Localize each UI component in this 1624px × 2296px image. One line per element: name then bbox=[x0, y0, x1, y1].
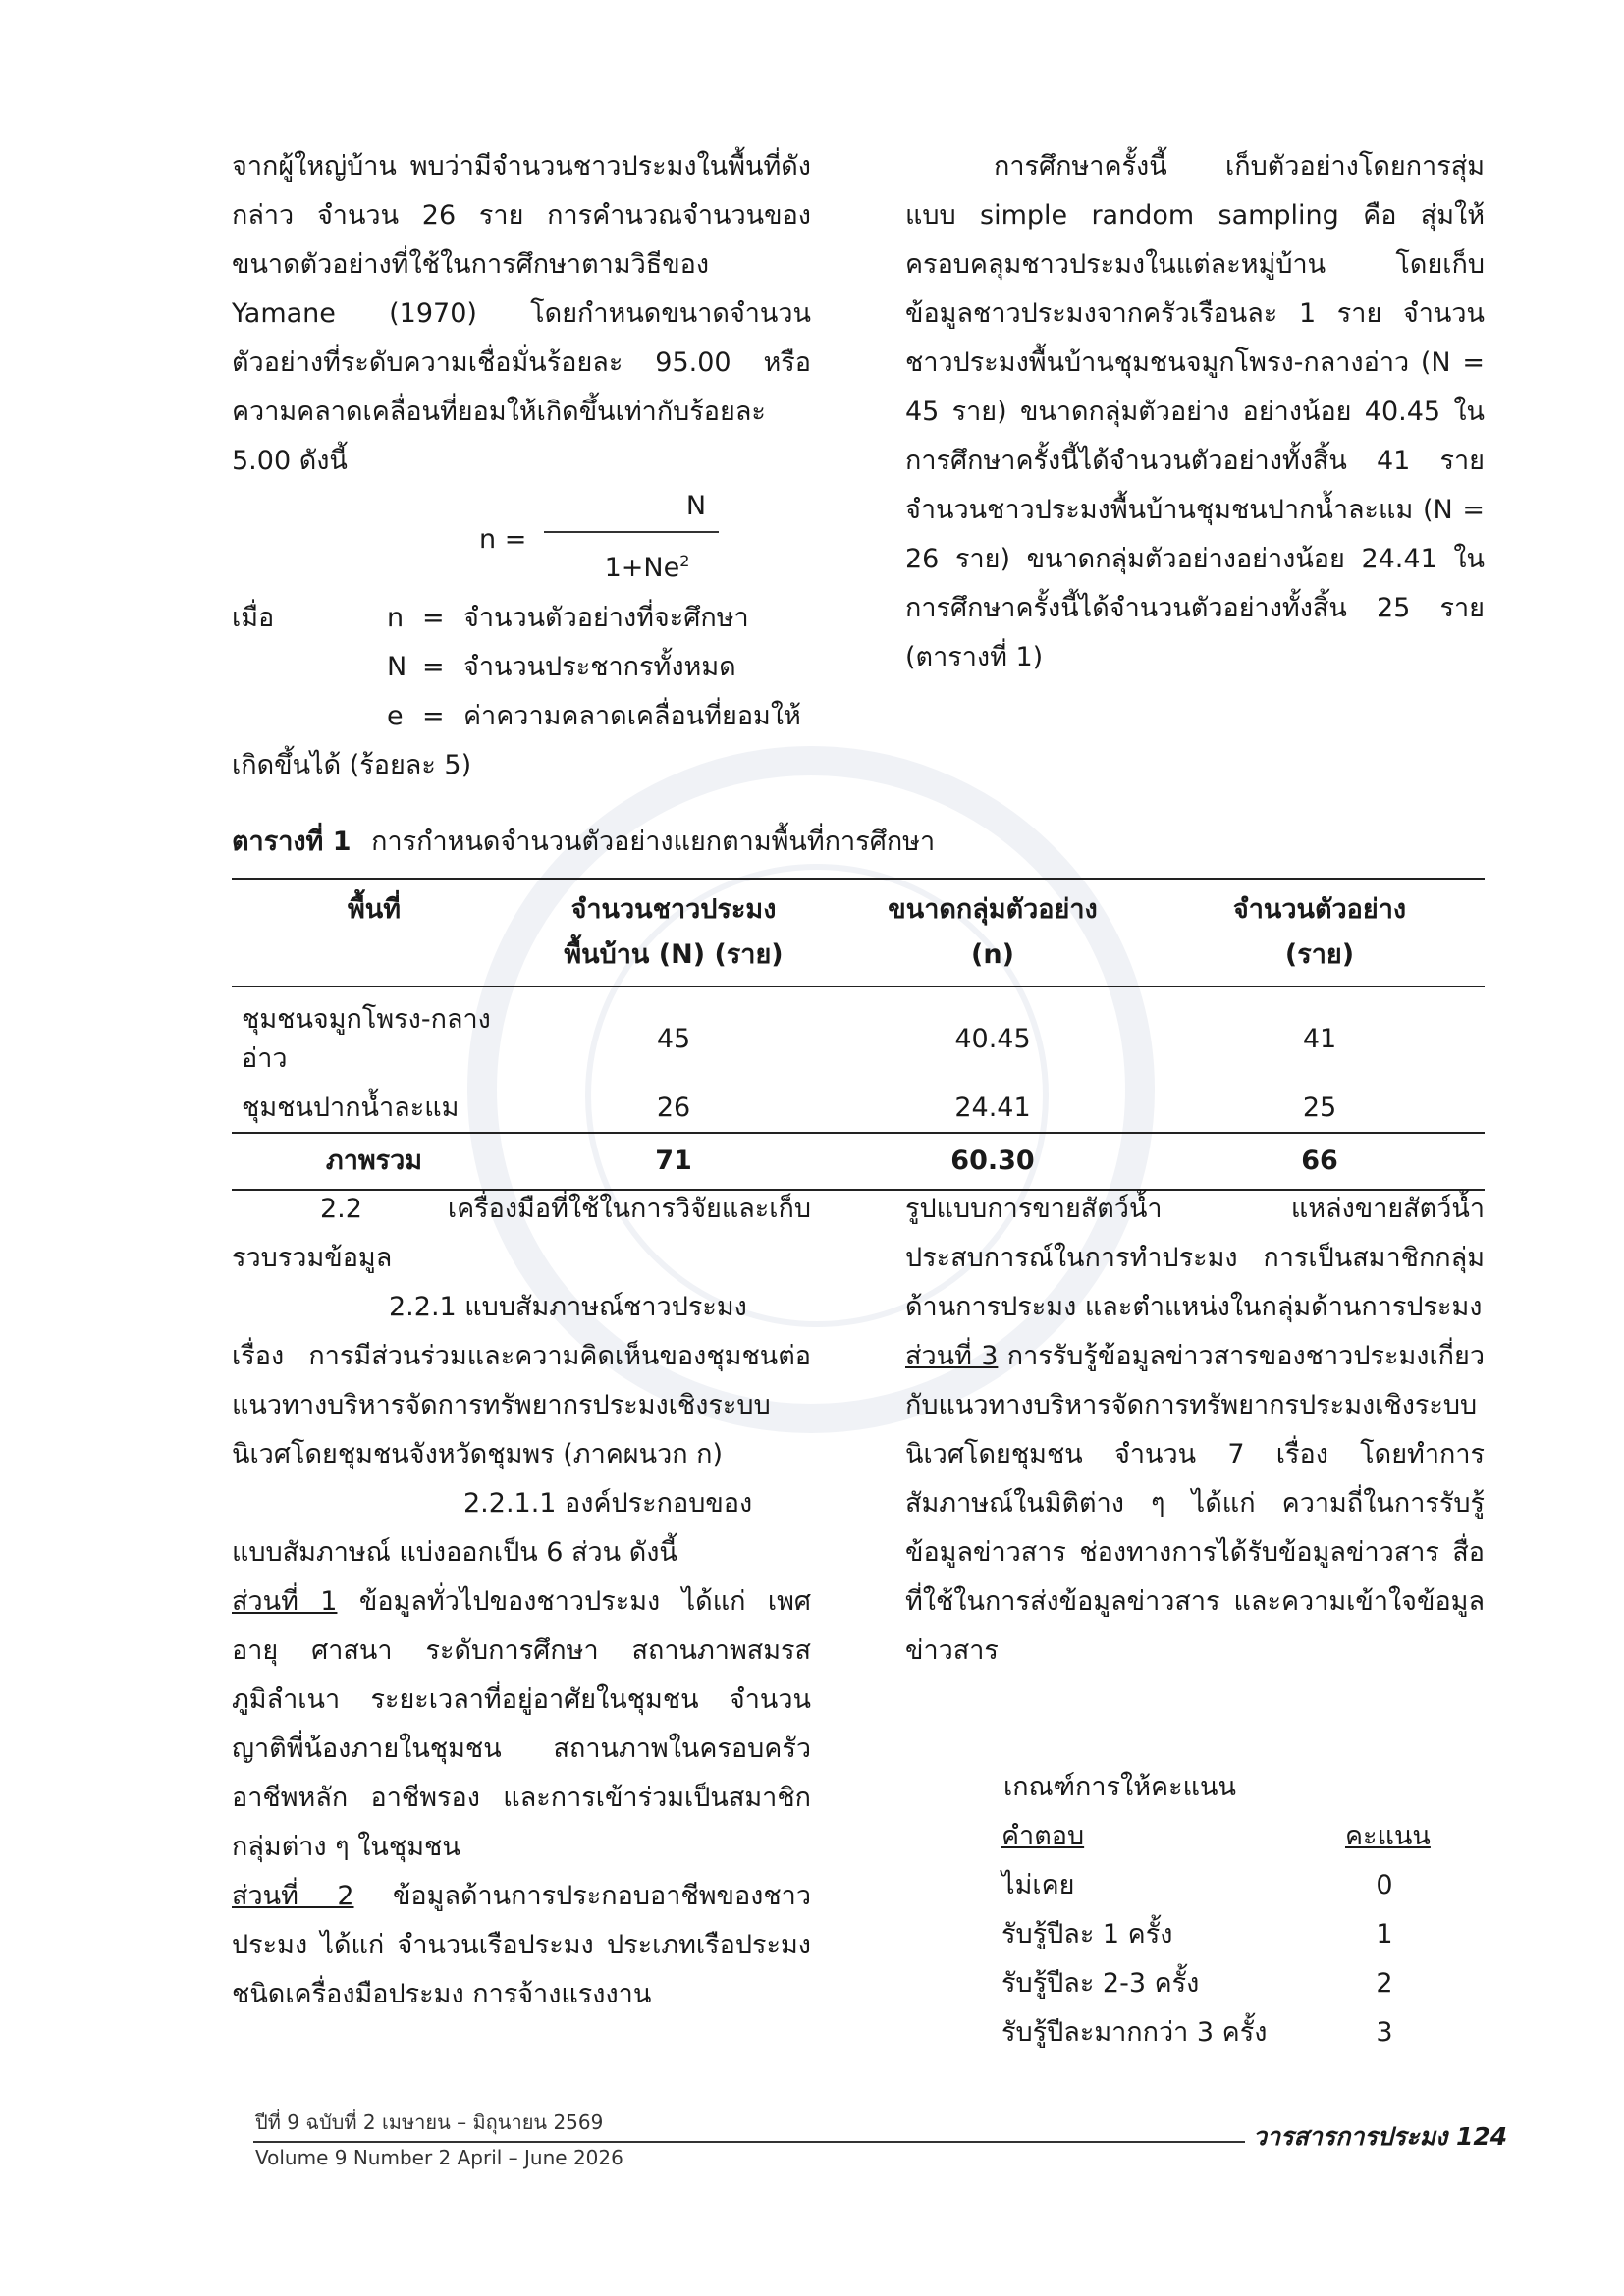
definition-row: e = ค่าความคลาดเคลื่อนที่ยอมให้ bbox=[387, 701, 801, 731]
section-2-2-heading: 2.2 เครื่องมือที่ใช้ในการวิจัยและเก็บรวบรวมข้อมูล bbox=[232, 1194, 811, 1273]
sample-size-table bbox=[232, 878, 1485, 1191]
header-sample-size: ขนาดกลุ่มตัวอย่าง (n) bbox=[888, 894, 1098, 970]
scoring-col-answer: คำตอบ bbox=[1001, 1821, 1085, 1851]
left-column-bottom bbox=[232, 1185, 811, 2019]
header-sample-count: จำนวนตัวอย่าง (ราย) bbox=[1232, 894, 1407, 970]
section-2-2-1-heading: 2.2.1 แบบสัมภาษณ์ชาวประมง bbox=[389, 1292, 747, 1322]
table-caption bbox=[232, 823, 935, 862]
part-2-paragraph: ส่วนที่ 2 ข้อมูลด้านการประกอบอาชีพของชาวประมง ได้แก่ จำนวนเรือประมง ประเภทเรือประมง ชนิดเครื่องมือประมง การจ้างแรงงาน bbox=[232, 1881, 811, 2009]
table-total-row: ภาพรวม 71 60.30 66 bbox=[232, 1133, 1485, 1190]
part-1-label: ส่วนที่ 1 bbox=[232, 1586, 338, 1617]
header-population: จำนวนชาวประมง พื้นบ้าน (N) (ราย) bbox=[564, 894, 784, 970]
section-2-2-1-1-text: แบบสัมภาษณ์ แบ่งออกเป็น 6 ส่วน ดังนี้ bbox=[232, 1537, 677, 1568]
formula-lhs: n = bbox=[479, 524, 527, 555]
section-2-2-1-text: เรื่อง การมีส่วนร่วมและความคิดเห็นของชุมชนต่อแนวทางบริหารจัดการทรัพยากรประมงเชิงระบบนิเวศโดยชุมชนจังหวัดชุมพร (ภาคผนวก ก) bbox=[232, 1341, 811, 1469]
header-area: พื้นที่ bbox=[347, 894, 402, 925]
sample-size-intro: จากผู้ใหญ่บ้าน พบว่ามีจำนวนชาวประมงในพื้นที่ดังกล่าว จำนวน 26 ราย การคำนวณจำนวนของขนาดตัวอย่างที่ใช้ในการศึกษาตามวิธีของ Yamane (1970) โดยกำหนดขนาดจำนวนตัวอย่างที่ระดับความเชื่อมั่นร้อยละ 95.00 หรือความคลาดเคลื่อนที่ยอมให้เกิดขึ้นเท่ากับร้อยละ 5.00 ดังนี้ bbox=[232, 151, 811, 476]
scoring-header-row bbox=[1001, 1812, 1431, 1861]
table-caption-label: ตารางที่ 1 bbox=[232, 827, 352, 857]
part-2-continuation: รูปแบบการขายสัตว์น้ำ แหล่งขายสัตว์น้ำ ประสบการณ์ในการทำประมง การเป็นสมาชิกกลุ่มด้านการประมง และตำแหน่งในกลุ่มด้านการประมง bbox=[905, 1194, 1485, 1322]
part-2-label: ส่วนที่ 2 bbox=[232, 1881, 354, 1911]
yamane-formula bbox=[232, 486, 811, 594]
formula-definitions bbox=[232, 594, 811, 790]
right-column-bottom bbox=[905, 1185, 1485, 1676]
right-column-top bbox=[905, 142, 1485, 682]
scoring-title: เกณฑ์การให้คะแนน bbox=[1003, 1772, 1236, 1802]
scoring-row: รับรู้ปีละ 1 ครั้ง 1 bbox=[1001, 1919, 1393, 1949]
scoring-criteria bbox=[1001, 1763, 1431, 2057]
table-row: ชุมชนจมูกโพรง-กลางอ่าว 45 40.45 41 bbox=[242, 1004, 1337, 1074]
table-caption-text: การกำหนดจำนวนตัวอย่างแยกตามพื้นที่การศึกษา bbox=[371, 827, 936, 857]
where-label: เมื่อ bbox=[232, 603, 275, 633]
sampling-paragraph: การศึกษาครั้งนี้ เก็บตัวอย่างโดยการสุ่มแบบ simple random sampling คือ สุ่มให้ครอบคลุมชาวประมงในแต่ละหมู่บ้าน โดยเก็บข้อมูลชาวประมงจากครัวเรือนละ 1 ราย จำนวนชาวประมงพื้นบ้านชุมชนจมูกโพรง-กลางอ่าว (N = 45 ราย) ขนาดกลุ่มตัวอย่าง อย่างน้อย 40.45 ในการศึกษาครั้งนี้ได้จำนวนตัวอย่างทั้งสิ้น 41 ราย จำนวนชาวประมงพื้นบ้านชุมชนปากน้ำละแม (N = 26 ราย) ขนาดกลุ่มตัวอย่างอย่างน้อย 24.41 ในการศึกษาครั้งนี้ได้จำนวนตัวอย่างทั้งสิ้น 25 ราย (ตารางที่ 1) bbox=[905, 151, 1485, 672]
left-column-top bbox=[232, 142, 811, 790]
part-3-label: ส่วนที่ 3 bbox=[905, 1341, 999, 1371]
definition-row: N = จำนวนประชากรทั้งหมด bbox=[387, 652, 736, 682]
definition-row: เมื่อ n = จำนวนตัวอย่างที่จะศึกษา bbox=[232, 594, 811, 643]
part-1-paragraph: ส่วนที่ 1 ข้อมูลทั่วไปของชาวประมง ได้แก่ เพศ อายุ ศาสนา ระดับการศึกษา สถานภาพสมรส ภูมิลำเนา ระยะเวลาที่อยู่อาศัยในชุมชน จำนวนญาติพี่น้องภายในชุมชน สถานภาพในครอบครัว อาชีพหลัก อาชีพรอง และการเข้าร่วมเป็นสมาชิกกลุ่มต่าง ๆ ในชุมชน bbox=[232, 1586, 812, 1862]
section-2-2-1-1-heading: 2.2.1.1 องค์ประกอบของ bbox=[463, 1488, 753, 1519]
scoring-row: รับรู้ปีละมากกว่า 3 ครั้ง 3 bbox=[1001, 2017, 1393, 2048]
footer-issue-thai: ปีที่ 9 ฉบับที่ 2 เมษายน – มิถุนายน 2569 bbox=[255, 2110, 604, 2134]
scoring-row: รับรู้ปีละ 2-3 ครั้ง 2 bbox=[1001, 1968, 1393, 1999]
footer-rule bbox=[253, 2141, 1245, 2143]
table-header-row bbox=[232, 879, 1485, 987]
formula-denominator: $1+Ne^2$ bbox=[604, 552, 690, 583]
fraction-bar bbox=[544, 531, 719, 533]
journal-name-page-number: วารสารการประมง 124 bbox=[1253, 2122, 1508, 2151]
part-3-paragraph: ส่วนที่ 3 การรับรู้ข้อมูลข่าวสารของชาวประมงเกี่ยวกับแนวทางบริหารจัดการทรัพยากรประมงเชิงระบบนิเวศโดยชุมชน จำนวน 7 เรื่อง โดยทำการสัมภาษณ์ในมิติต่าง ๆ ได้แก่ ความถี่ในการรับรู้ข้อมูลข่าวสาร ช่องทางการได้รับข้อมูลข่าวสาร สื่อที่ใช้ในการส่งข้อมูลข่าวสาร และความเข้าใจข้อมูลข่าวสาร bbox=[905, 1341, 1485, 1666]
definition-tail: เกิดขึ้นได้ (ร้อยละ 5) bbox=[232, 750, 472, 780]
scoring-row: ไม่เคย 0 bbox=[1001, 1870, 1393, 1900]
table-row: ชุมชนปากน้ำละแม 26 24.41 25 bbox=[242, 1093, 1337, 1123]
formula-numerator: N bbox=[685, 491, 707, 521]
footer-issue-english: Volume 9 Number 2 April – June 2026 bbox=[255, 2146, 623, 2169]
scoring-col-score: คะแนน bbox=[1345, 1821, 1431, 1851]
